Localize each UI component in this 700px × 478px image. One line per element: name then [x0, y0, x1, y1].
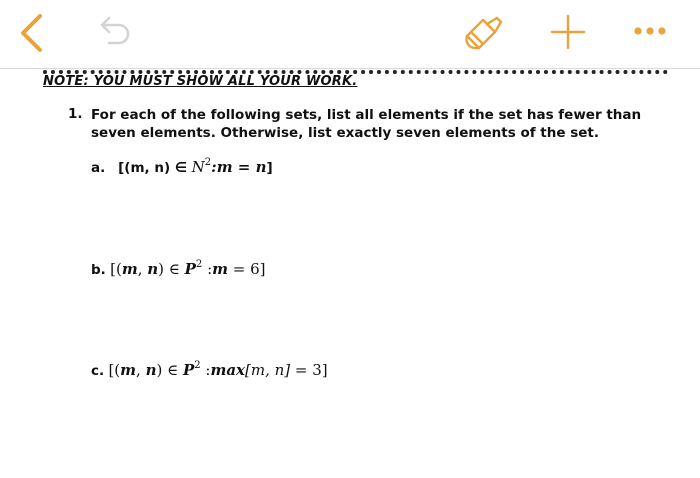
part-b-lhs: m [212, 260, 228, 278]
part-b-open: [( [110, 260, 122, 278]
undo-icon[interactable] [93, 15, 135, 51]
part-c-args: [m, n] [245, 361, 291, 379]
part-c-label: c. [91, 363, 105, 379]
plus-icon[interactable] [550, 13, 586, 51]
part-a-set: N [191, 158, 205, 176]
part-c-n: n [145, 361, 157, 379]
note-heading: NOTE: YOU MUST SHOW ALL YOUR WORK. [43, 74, 360, 89]
part-a-open: [(m, n) ∈ [118, 160, 192, 176]
part-c-exponent: 2 [194, 360, 201, 371]
ellipsis-icon[interactable] [633, 24, 667, 38]
part-c-condition: = 3] [290, 361, 328, 379]
question-number: 1. [68, 106, 83, 122]
part-c-func: max [210, 361, 246, 379]
part-a-exponent: 2 [204, 157, 212, 168]
part-a-label: a. [91, 160, 106, 176]
part-b-in: ) ∈ [158, 260, 185, 278]
part-c-open: [( [108, 361, 121, 379]
question-text: For each of the following sets, list all elements if the set has fewer than seven elements. Otherwise, list exactly seven elements of the set. [91, 107, 642, 141]
part-b-set: P [184, 260, 196, 278]
part-c-in: ) ∈ [156, 361, 183, 379]
part-c-comma: , [136, 361, 146, 379]
part-c-colon: : [200, 361, 211, 379]
back-chevron-icon[interactable] [16, 13, 46, 53]
part-c-set: P [182, 361, 195, 379]
question-part-a [91, 157, 273, 176]
part-a-condition: :m = n [211, 158, 267, 176]
part-b-comma: , [137, 260, 148, 278]
question-part-b [91, 259, 266, 278]
part-c-m: m [120, 361, 137, 379]
part-a-close: ] [266, 160, 273, 176]
part-b-exponent: 2 [195, 259, 203, 270]
question-part-c [91, 360, 328, 379]
part-b-n: n [147, 260, 159, 278]
toolbar [0, 0, 700, 69]
document-page[interactable] [0, 69, 700, 478]
part-b-m: m [121, 260, 138, 278]
part-b-condition: = 6] [228, 260, 266, 278]
part-b-label: b. [91, 262, 106, 278]
part-b-colon: : [202, 260, 213, 278]
paintbrush-icon[interactable] [463, 14, 505, 52]
